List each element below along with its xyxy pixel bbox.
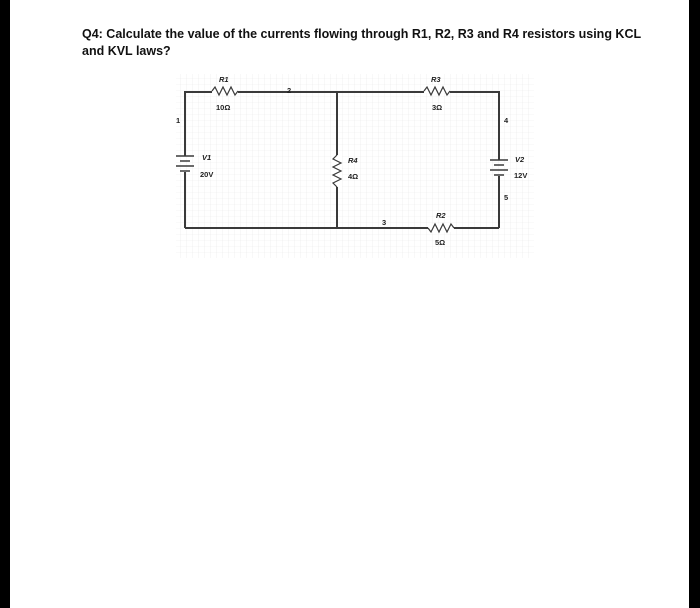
r2-resistor (428, 224, 454, 232)
node-2-label: 2 (287, 86, 292, 95)
r2-label: R2 (436, 211, 446, 220)
v1-value: 20V (200, 170, 214, 179)
v2-label: V2 (515, 155, 525, 164)
r1-value: 10Ω (216, 103, 231, 112)
v1-label: V1 (202, 153, 212, 162)
question-text: Q4: Calculate the value of the currents flowing through R1, R2, R3 and R4 resistors using KCL and KVL laws? (82, 27, 641, 58)
node-4-label: 4 (504, 116, 509, 125)
r3-value: 3Ω (432, 103, 443, 112)
node-3-label: 3 (382, 218, 387, 227)
v2-value: 12V (514, 171, 528, 180)
node-1-label: 1 (176, 116, 181, 125)
r3-label: R3 (431, 75, 441, 84)
schematic-grid (176, 74, 534, 258)
r2-value: 5Ω (435, 238, 446, 247)
r4-label: R4 (348, 156, 358, 165)
node-5-label: 5 (504, 193, 509, 202)
r4-value: 4Ω (348, 172, 359, 181)
wire-top-left (185, 92, 337, 93)
r4-resistor (332, 155, 342, 187)
r1-label: R1 (219, 75, 229, 84)
